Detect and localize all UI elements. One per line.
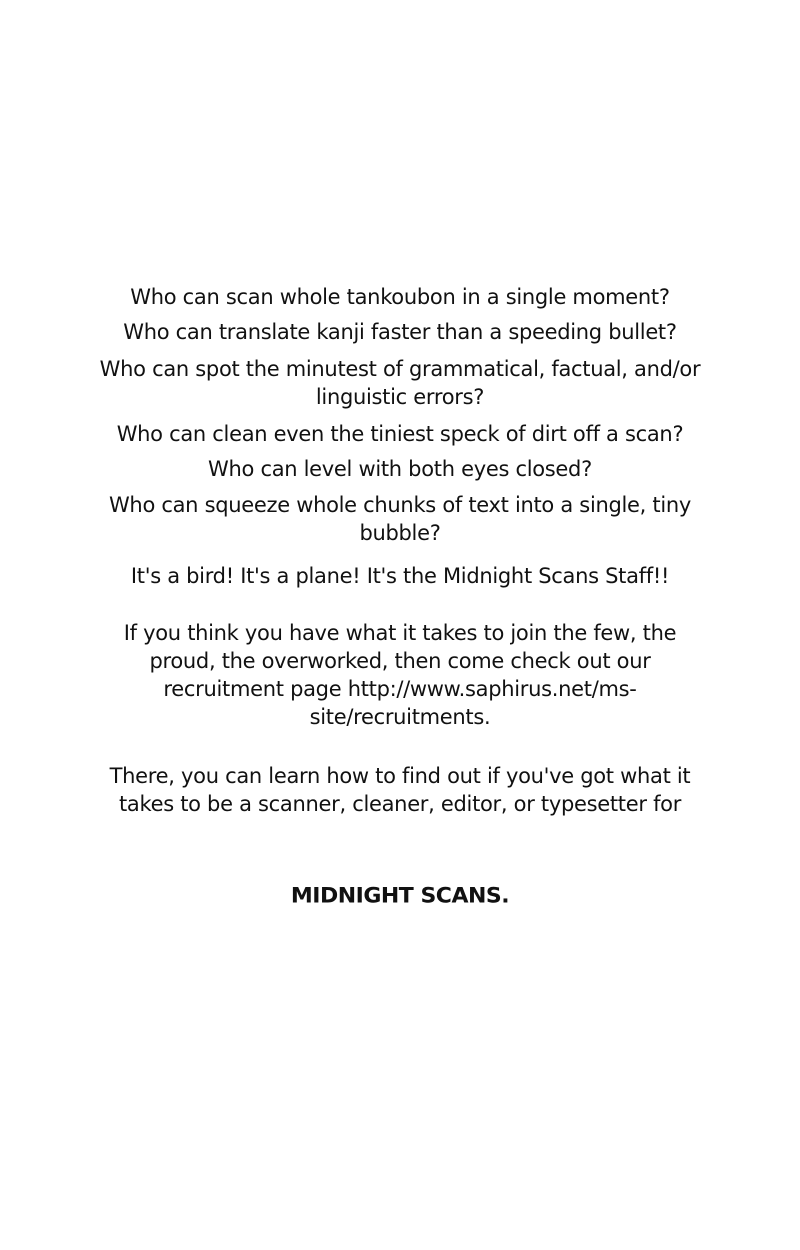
recruitment-paragraph: If you think you have what it takes to join the few, the proud, the overworked, then come check out our recruitment page http://www.saphirus.net/ms-site/recruitments. — [123, 621, 677, 729]
question-level: Who can level with both eyes closed? — [208, 457, 592, 481]
question-clean: Who can clean even the tiniest speck of dirt off a scan? — [116, 422, 684, 446]
question-proofread: Who can spot the minutest of grammatical, factual, and/or linguistic errors? — [99, 357, 701, 409]
staff-exclamation: It's a bird! It's a plane! It's the Midnight Scans Staff!! — [130, 564, 670, 588]
learn-paragraph: There, you can learn how to find out if you've got what it takes to be a scanner, cleaner, editor, or typesetter for — [109, 764, 691, 816]
question-translate: Who can translate kanji faster than a speeding bullet? — [123, 320, 677, 344]
group-name: MIDNIGHT SCANS. — [290, 884, 510, 909]
question-typeset: Who can squeeze whole chunks of text into a single, tiny bubble? — [108, 493, 692, 545]
question-scan: Who can scan whole tankoubon in a single moment? — [130, 285, 670, 309]
